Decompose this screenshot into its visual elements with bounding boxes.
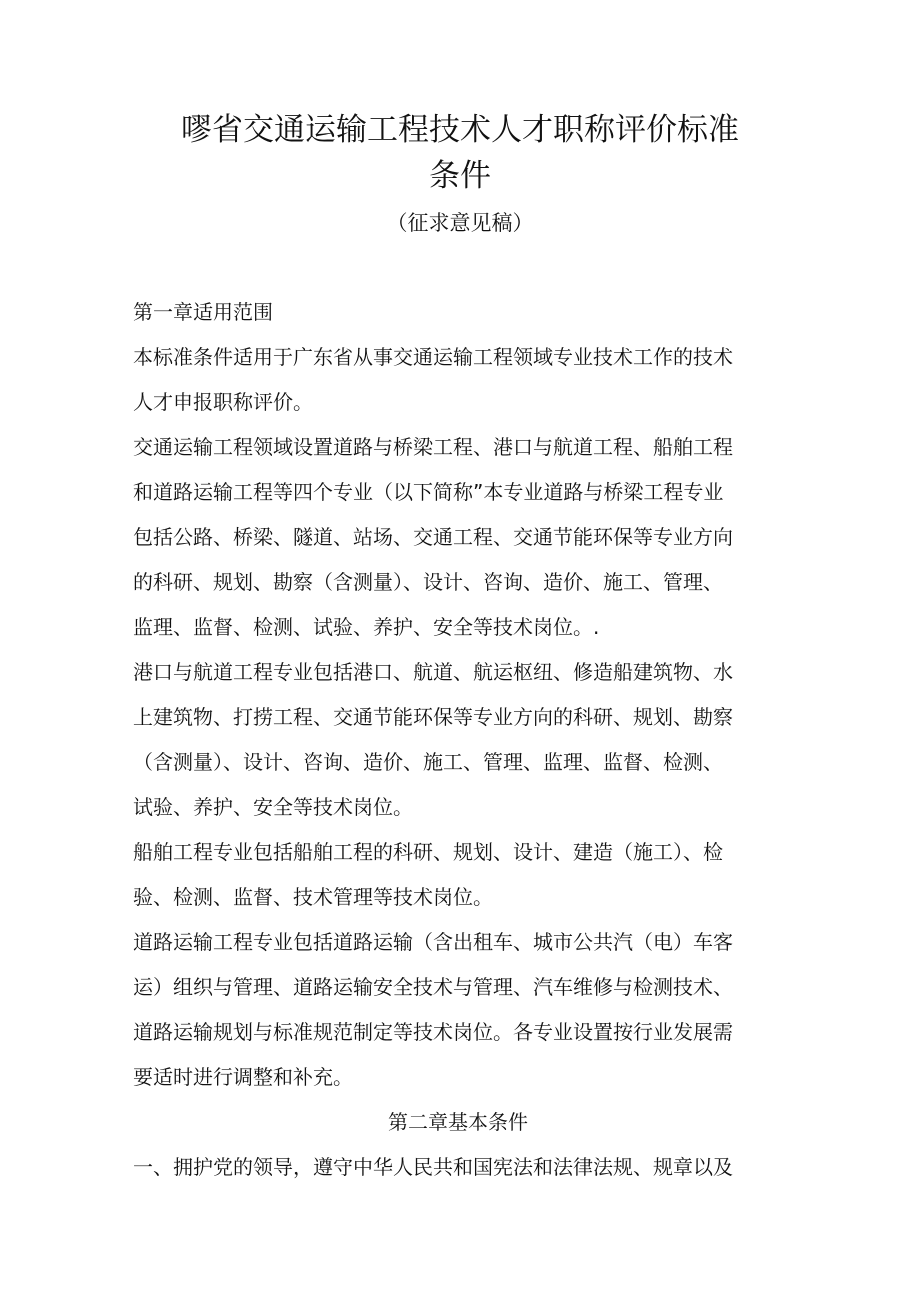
paragraph-5-line: 运）组织与管理、道路运输安全技术与管理、汽车维修与检测技术、 bbox=[133, 975, 733, 999]
paragraph-5-line: 道路运输工程专业包括道路运输（含出租车、城市公共汽（电）车客 bbox=[133, 930, 733, 954]
paragraph-3-line: 上建筑物、打捞工程、交通节能环保等专业方向的科研、规划、勘察 bbox=[133, 705, 733, 729]
paragraph-1-line: 人才申报职称评价。 bbox=[133, 390, 313, 414]
paragraph-5-line: 道路运输规划与标准规范制定等技术岗位。各专业设置按行业发展需 bbox=[133, 1020, 733, 1044]
paragraph-6-line: 一、拥护党的领导，遵守中华人民共和国宪法和法律法规、规章以及 bbox=[133, 1155, 733, 1179]
paragraph-3-line: 港口与航道工程专业包括港口、航道、航运枢纽、修造船建筑物、水 bbox=[133, 660, 733, 684]
paragraph-2-line: 包括公路、桥梁、隧道、站场、交通工程、交通节能环保等专业方向 bbox=[133, 525, 733, 549]
document-subtitle: （征求意见稿） bbox=[386, 211, 534, 235]
paragraph-4-line: 验、检测、监督、技术管理等技术岗位。 bbox=[133, 885, 493, 909]
paragraph-2-line: 和道路运输工程等四个专业（以下简称”本专业道路与桥梁工程专业 bbox=[133, 480, 724, 504]
paragraph-2-line: 的科研、规划、勘察（含测量）、设计、咨询、造价、施工、管理、 bbox=[133, 570, 723, 594]
paragraph-2-line: 监理、监督、检测、试验、养护、安全等技术岗位。. bbox=[133, 615, 600, 639]
paragraph-3-line: 试验、养护、安全等技术岗位。 bbox=[133, 795, 413, 819]
chapter-1-heading: 第一章适用范围 bbox=[133, 300, 273, 324]
chapter-1-block bbox=[133, 290, 783, 1190]
document-title-line-1: 嘐省交通运输工程技术人才职称评价标准 bbox=[181, 112, 739, 148]
paragraph-3-line: （含测量）、设计、咨询、造价、施工、管理、监理、监督、检测、 bbox=[133, 750, 723, 774]
paragraph-5-line: 要适时进行调整和补充。 bbox=[133, 1065, 353, 1089]
paragraph-2-line: 交通运输工程领域设置道路与桥梁工程、港口与航道工程、船舶工程 bbox=[133, 435, 733, 459]
chapter-2-heading: 第二章基本条件 bbox=[388, 1110, 528, 1134]
document-title-line-2: 条件 bbox=[429, 158, 491, 194]
paragraph-1-line: 本标准条件适用于广东省从事交通运输工程领域专业技术工作的技术 bbox=[133, 345, 733, 369]
paragraph-4-line: 船舶工程专业包括船舶工程的科研、规划、设计、建造（施工）、检 bbox=[133, 840, 723, 864]
